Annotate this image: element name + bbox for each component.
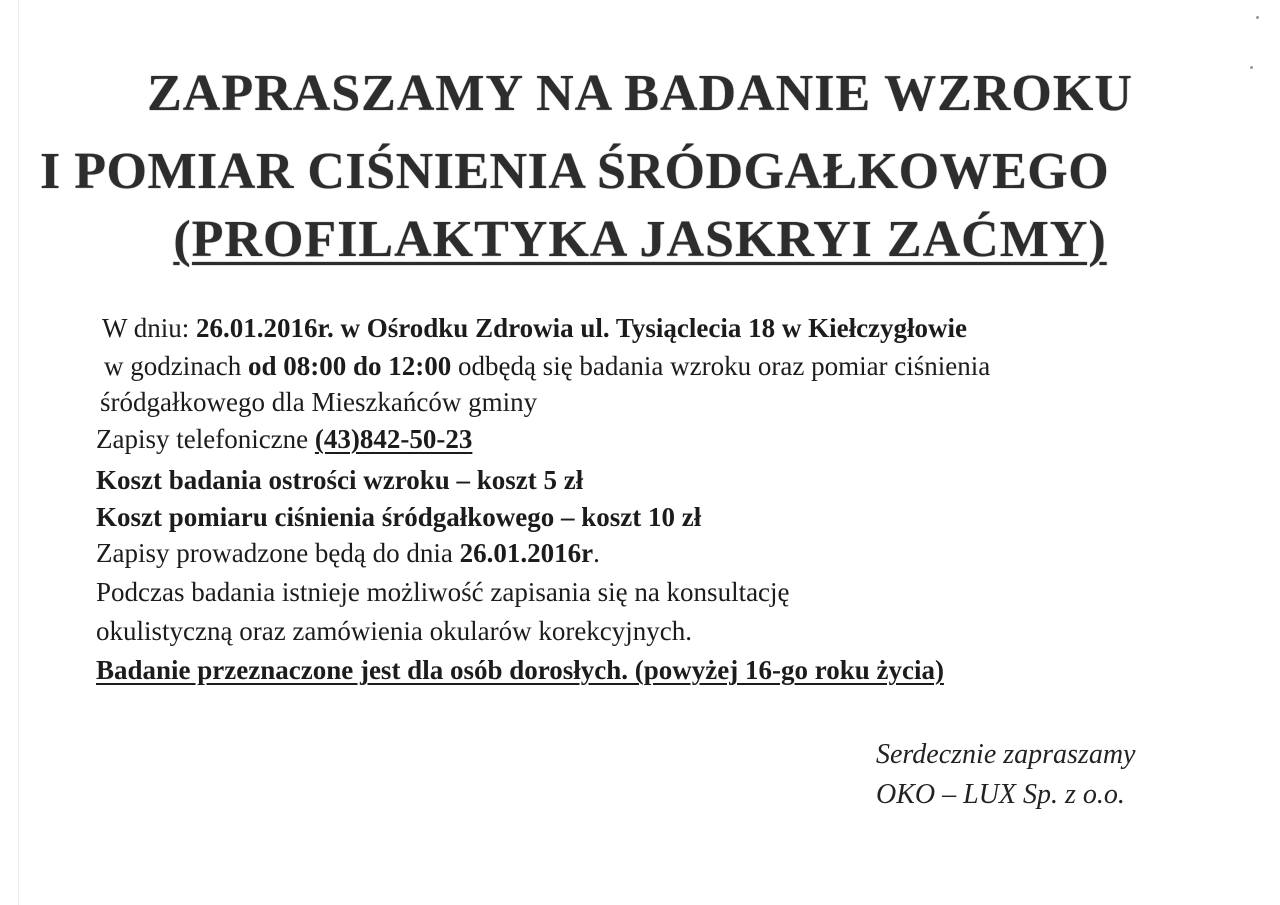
event-date: 26.01.2016r. xyxy=(196,313,334,343)
deadline-period: . xyxy=(593,538,600,568)
announcement-line-4 xyxy=(96,421,472,457)
eligibility-notice: Badanie przeznaczone jest dla osób dorosłych. (powyżej 16-go roku życia) xyxy=(96,655,944,685)
scan-edge xyxy=(18,0,19,905)
announcement-line-2 xyxy=(104,348,990,384)
signature-company: OKO – LUX Sp. z o.o. xyxy=(876,779,1125,810)
event-hours: od 08:00 do 12:00 xyxy=(247,351,452,381)
deadline-label: Zapisy prowadzone będą do dnia xyxy=(96,538,460,568)
date-label: W dniu: xyxy=(102,313,196,343)
scan-speck xyxy=(1256,16,1259,19)
phone-number: (43)842-50-23 xyxy=(314,424,473,454)
cost-pressure-test: Koszt pomiaru ciśnienia śródgałkowego – koszt 10 zł xyxy=(96,502,702,532)
event-description: odbędą się badania wzroku oraz pomiar ciśnienia xyxy=(451,351,991,381)
headline-line-1: ZAPRASZAMY NA BADANIE WZROKU xyxy=(147,65,1133,122)
announcement-line-9: okulistyczną oraz zamówienia okularów korekcyjnych. xyxy=(96,616,693,646)
announcement-line-3: śródgałkowego dla Mieszkańców gminy xyxy=(100,387,538,417)
announcement-line-7 xyxy=(96,535,600,571)
cost-vision-test: Koszt badania ostrości wzroku – koszt 5 zł xyxy=(96,465,584,495)
headline-line-2: I POMIAR CIŚNIENIA ŚRÓDGAŁKOWEGO xyxy=(40,143,1110,200)
headline-line-3-text: (PROFILAKTYKA JASKRYI ZAĆMY) xyxy=(173,211,1107,268)
hours-label: w godzinach xyxy=(104,351,248,381)
phone-label: Zapisy telefoniczne xyxy=(96,424,315,454)
headline-line-3 xyxy=(0,211,1280,268)
announcement-line-8: Podczas badania istnieje możliwość zapisania się na konsultację xyxy=(96,577,790,607)
announcement-line-1 xyxy=(102,310,967,346)
connector-text: w xyxy=(333,313,367,343)
event-location: Ośrodku Zdrowia ul. Tysiąclecia 18 w Kiełczygłowie xyxy=(366,313,968,343)
signature-greeting: Serdecznie zapraszamy xyxy=(876,739,1136,770)
registration-deadline: 26.01.2016r xyxy=(459,538,594,568)
